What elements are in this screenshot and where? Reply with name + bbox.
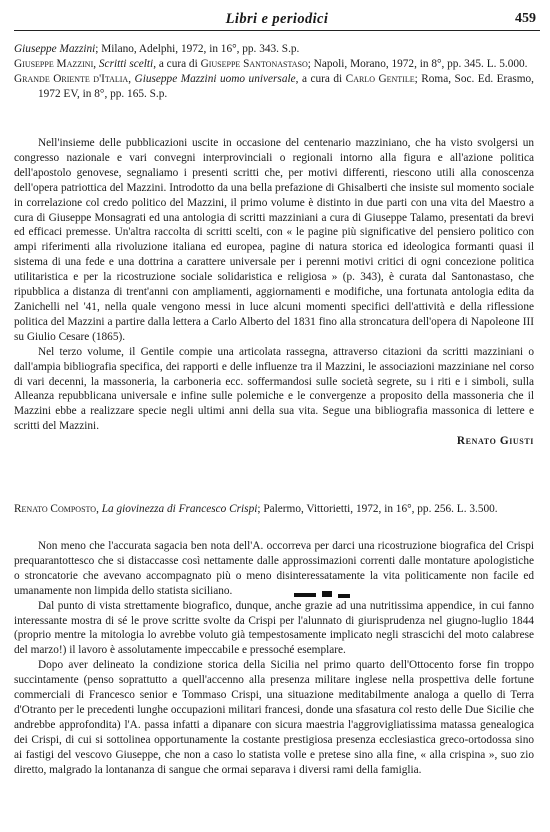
reference-crispi	[14, 502, 534, 517]
reviewer-signature: Renato Giusti	[456, 435, 534, 448]
reference-title: La giovinezza di Francesco Crispi	[101, 503, 258, 515]
page-number: 459	[515, 11, 536, 26]
reference-details: ; Napoli, Morano, 1972, in 8°, pp. 345. L. 5.000.	[307, 57, 528, 70]
reference-author: Grande Oriente d'Italia	[14, 72, 129, 85]
reference-details: ; Milano, Adelphi, 1972, in 16°, pp. 343. S.p.	[95, 43, 300, 55]
reference-separator: ,	[128, 72, 135, 85]
review-paragraph: Nell'insieme delle pubblicazioni uscite in occasione del centenario mazziniano, che ha visto svolgersi un congresso nazionale e vari convegni interprovinciali o regionali intorno alla figura e all'azione politica dell'apostolo genovese, segnaliamo i presenti scritti che, per motivi differenti, riescono utili alla conoscenza dell'opera patriottica del Mazzini. Introdotto da una bella prefazione di Ghisalberti che insiste sul momento sociale in correlazione col credo politico del Mazzini, il primo volume è distinto in due parti con una vita del Maestro a cura di Giuseppe Monsagrati ed una antologia di scritti mazziniani a cura di Giuseppe Talamo, presentati da brevi ed efficaci premesse. Un'altra raccolta di scritti scelti, con « le pagine più significative del pensiero politico con ampi riferimenti alla rivoluzione italiana ed europea, pagine di natura storica ed ideologica formanti quasi il sistema di una fede e una dottrina a carattere universale per i perenni motivi critici di ogni concezione politica utilitaristica e per la ricostruzione sociale solidaristica e religiosa » (p. 343), è curata dal Santonastaso, che ripubblica a distanza di trent'anni con ampliamenti, aggiornamenti e modifiche, una fortunata antologia edita da Zanichelli nel '41, nella quale vengono messi in luce alcuni momenti specifici dell'attività e della riflessione politica del Mazzini a partire dalla lettera a Carlo Alberto del 1831 fino alla stroncatura dell'opera di Napoleone III su Giulio Cesare (1865).	[14, 137, 534, 343]
review-paragraph: Nel terzo volume, il Gentile compie una articolata rassegna, attraverso citazioni da scritti mazziniani o dall'ampia bibliografia specifica, dei rapporti e delle influenze tra il Mazzini, le associazioni mazziniane nel corso di vari decenni, la massoneria, la carboneria ecc. soffermandosi sulle società segrete, su i riti e i simboli, sulla Alleanza repubblicana universale e infine sulle polemiche e le convergenze a proposito della massoneria che il Mazzini ebbe a realizzare specie negli ultimi anni della sua vita. Segue una bibliografia massonica di lettere e scritti del Mazzini.	[14, 345, 534, 433]
reference-entry	[14, 72, 534, 102]
reference-author: Giuseppe Mazzini	[14, 43, 96, 55]
reference-author: Giuseppe Mazzini	[14, 57, 94, 70]
reference-connector: , a cura di	[295, 72, 346, 85]
reference-title: Scritti scelti	[98, 57, 154, 70]
review-paragraph: Dopo aver delineato la condizione storica della Sicilia nel primo quarto dell'Ottocento forse fin troppo succintamente (penso soprattutto a quell'accenno alla presenza militare inglese nella prospettiva delle fortune commerciali di Francesco senior e Tommaso Crispi, una situazione meditabilmente analoga a quello di Terra d'Otranto per le precedenti lunghe occupazioni militari francesi, donde una sfasatura col resto delle Due Sicilie che andrebbe approfondita) l'A. passa infatti a dipanare con sicura maestria l'aggrovigliatissima matassa genealogica dei Crispi, di cui si sottolinea opportunamente la costante prestigiosa presenza ecclesiastica greco-ortodossa sino ai fastigi del vescovo Giuseppe, che non a caso lo statista volle e pretese sino alla fine, « alla crispina », suo zio diretto, malgrado la lontananza di sangue che ormai separava i diversi rami della famiglia.	[14, 659, 534, 776]
reference-editor: Carlo Gentile	[345, 72, 415, 85]
reference-connector: , a cura di	[153, 57, 201, 70]
reference-details: ; Roma, Soc. Ed. Erasmo, 1972 EV, in 8°, pp. 165. S.p.	[38, 72, 534, 100]
reference-entry	[14, 42, 534, 57]
review-paragraph: Dal punto di vista strettamente biografico, dunque, anche grazie ad una nutritissima appendice, in cui fanno interessante mostra di sé le prove scritte svolte da Crispi per l'alunnato di giurisprudenza nel giugno-luglio 1844 (proprio mentre la mitologia lo avrebbe voluto già tempestosamente implicato negli strascichi del moto calabrese del marzo!) il lavoro è assolutamente impeccabile e pressoché esemplare.	[14, 599, 534, 657]
review-mazzini	[14, 136, 534, 449]
reference-entry	[14, 502, 534, 517]
reference-title: Giuseppe Mazzini uomo universale	[134, 72, 296, 85]
review-paragraph: Non meno che l'accurata sagacia ben nota dell'A. occorreva per darci una ricostruzione biografica del Crispi prequarantottesco che si distaccasse così nettamente dalle approssimazioni correnti dalle montature apologistiche o stroncatorie che avevano accompagnato più o meno disinteressatamente la vita politicamente non facile ed umanamente non limpida dello statista siciliano.	[14, 540, 534, 597]
reference-editor: Giuseppe Santonastaso	[200, 57, 308, 70]
review-crispi	[14, 539, 534, 778]
reference-details: ; Palermo, Vittorietti, 1972, in 16°, pp. 256. L. 3.500.	[257, 503, 498, 515]
reference-separator: ,	[93, 57, 99, 70]
running-title: Libri e periodici	[225, 11, 329, 27]
reference-list	[14, 42, 534, 102]
running-header	[14, 8, 540, 31]
reference-separator: ,	[96, 503, 102, 515]
reference-entry	[14, 57, 534, 72]
ink-smudge	[294, 590, 352, 600]
reference-author: Renato Composto	[14, 503, 97, 515]
